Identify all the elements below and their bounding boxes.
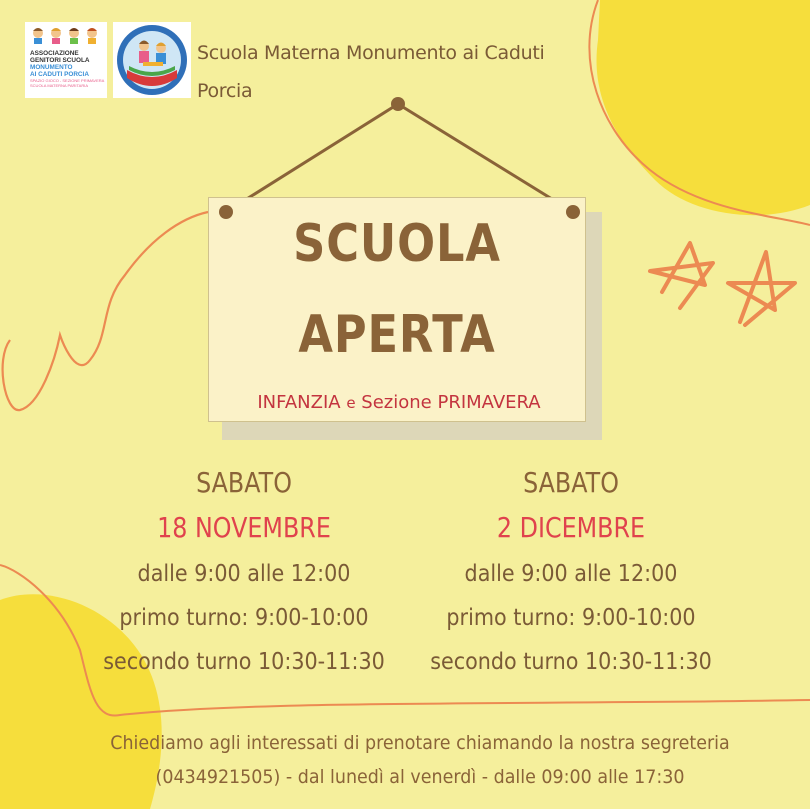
logo-text-line: ASSOCIAZIONE	[30, 50, 79, 57]
sign-subtitle	[210, 392, 588, 413]
logo-text-line: MONUMENTO	[30, 64, 73, 71]
school-name: Scuola Materna Monumento ai Caduti	[197, 42, 545, 64]
logo-text-line: GENITORI SCUOLA	[30, 57, 90, 64]
sign-subtitle-b: Sezione PRIMAVERA	[361, 392, 541, 413]
sign-subtitle-a: INFANZIA	[257, 392, 341, 413]
event-day: SABATO	[196, 466, 292, 499]
event-column-december	[393, 462, 749, 684]
logo-text-line: AI CADUTI PORCIA	[30, 71, 89, 78]
sign-title-line1: SCUOLA	[293, 214, 501, 274]
logo-text-line: SPAZIO GIOCO - SEZIONE PRIMAVERA	[30, 78, 105, 83]
event-hours: dalle 9:00 alle 12:00	[464, 561, 678, 587]
booking-note: Chiediamo agli interessati di prenotare chiamando la nostra segreteria	[110, 732, 730, 754]
event-day: SABATO	[523, 466, 619, 499]
event-date: 2 DICEMBRE	[496, 511, 646, 544]
logo-text-line: SCUOLA MATERNA PARITARIA	[30, 83, 89, 88]
event-hours: dalle 9:00 alle 12:00	[137, 561, 351, 587]
event-second-shift: secondo turno 10:30-11:30	[103, 649, 385, 675]
event-column-november	[48, 462, 440, 684]
event-first-shift: primo turno: 9:00-10:00	[446, 605, 696, 631]
sign-title-line2: APERTA	[298, 305, 496, 365]
sign-subtitle-and: e	[346, 394, 356, 412]
event-second-shift: secondo turno 10:30-11:30	[430, 649, 712, 675]
school-town: Porcia	[197, 80, 253, 102]
event-date: 18 NOVEMBRE	[157, 511, 331, 544]
event-first-shift: primo turno: 9:00-10:00	[119, 605, 369, 631]
booking-contact: (0434921505) - dal lunedì al venerdì - dalle 09:00 alle 17:30	[155, 766, 685, 788]
